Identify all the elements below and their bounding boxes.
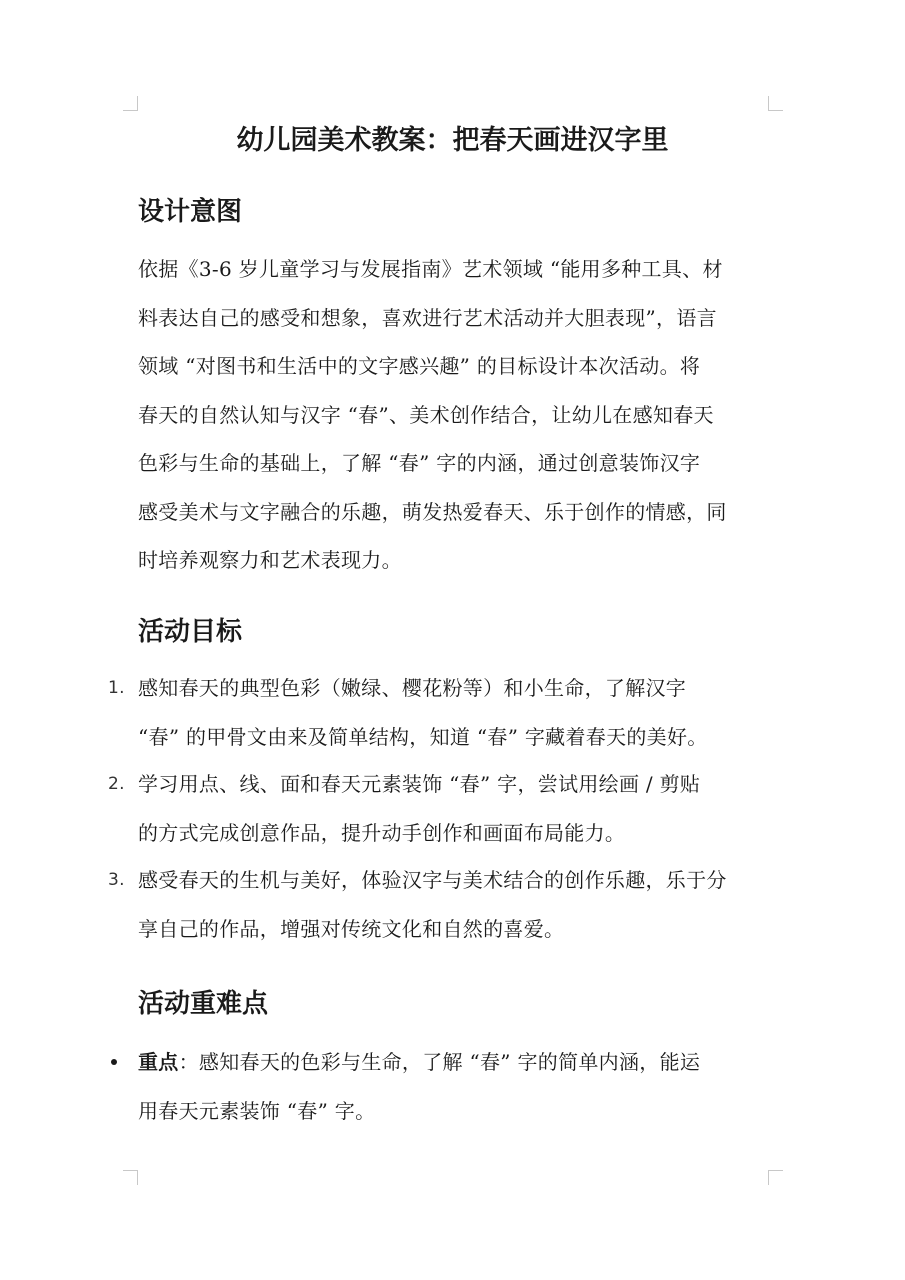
list-number: 2. <box>108 774 125 794</box>
paragraph-line: 料表达自己的感受和想象，喜欢进行艺术活动并大胆表现”，语言 <box>138 305 717 330</box>
paragraph-line: 依据《3-6 岁儿童学习与发展指南》艺术领域 “能用多种工具、材 <box>138 257 723 281</box>
key-point-line: 用春天元素装饰 “春” 字。 <box>138 1098 376 1123</box>
page-corner-mark-top-left <box>123 96 138 111</box>
key-point-label: 重点 <box>138 1050 179 1074</box>
list-number: 1. <box>108 678 125 698</box>
key-point-line <box>138 1038 788 1087</box>
document-title: 幼儿园美术教案：把春天画进汉字里 <box>236 125 669 156</box>
paragraph-line: 感受美术与文字融合的乐趣，萌发热爱春天、乐于创作的情感，同 <box>138 499 727 524</box>
list-number: 3. <box>108 870 125 890</box>
design-intent-paragraph <box>138 245 763 585</box>
section-heading-key-points: 活动重难点 <box>138 989 269 1019</box>
paragraph-line: 春天的自然认知与汉字 “春”、美术创作结合，让幼儿在感知春天 <box>138 402 714 427</box>
key-point-text: 感知春天的色彩与生命，了解 “春” 字的简单内涵，能运 <box>198 1050 701 1074</box>
list-item-line: 感受春天的生机与美好，体验汉字与美术结合的创作乐趣，乐于分 <box>138 868 727 892</box>
list-item-line: 享自己的作品，增强对传统文化和自然的喜爱。 <box>138 916 565 941</box>
paragraph-line: 时培养观察力和艺术表现力。 <box>138 548 402 572</box>
list-item-line: “春” 的甲骨文由来及简单结构，知道 “春” 字藏着春天的美好。 <box>138 724 708 749</box>
section-heading-design-intent: 设计意图 <box>138 197 243 227</box>
list-item-line: 学习用点、线、面和春天元素装饰 “春” 字，尝试用绘画 / 剪贴 <box>138 772 701 796</box>
list-item-line: 感知春天的典型色彩（嫩绿、樱花粉等）和小生命，了解汉字 <box>138 676 687 700</box>
paragraph-line: 色彩与生命的基础上，了解 “春” 字的内涵，通过创意装饰汉字 <box>138 451 701 475</box>
paragraph-line: 领域 “对图书和生活中的文字感兴趣” 的目标设计本次活动。将 <box>138 354 701 378</box>
bullet-dot-icon <box>111 1059 117 1065</box>
list-item-line: 的方式完成创意作品，提升动手创作和画面布局能力。 <box>138 820 626 845</box>
page-corner-mark-bottom-right <box>768 1170 783 1185</box>
page-corner-mark-bottom-left <box>123 1170 138 1185</box>
section-heading-objectives: 活动目标 <box>138 617 243 647</box>
key-point-separator: ： <box>178 1050 199 1074</box>
page-corner-mark-top-right <box>768 96 783 111</box>
